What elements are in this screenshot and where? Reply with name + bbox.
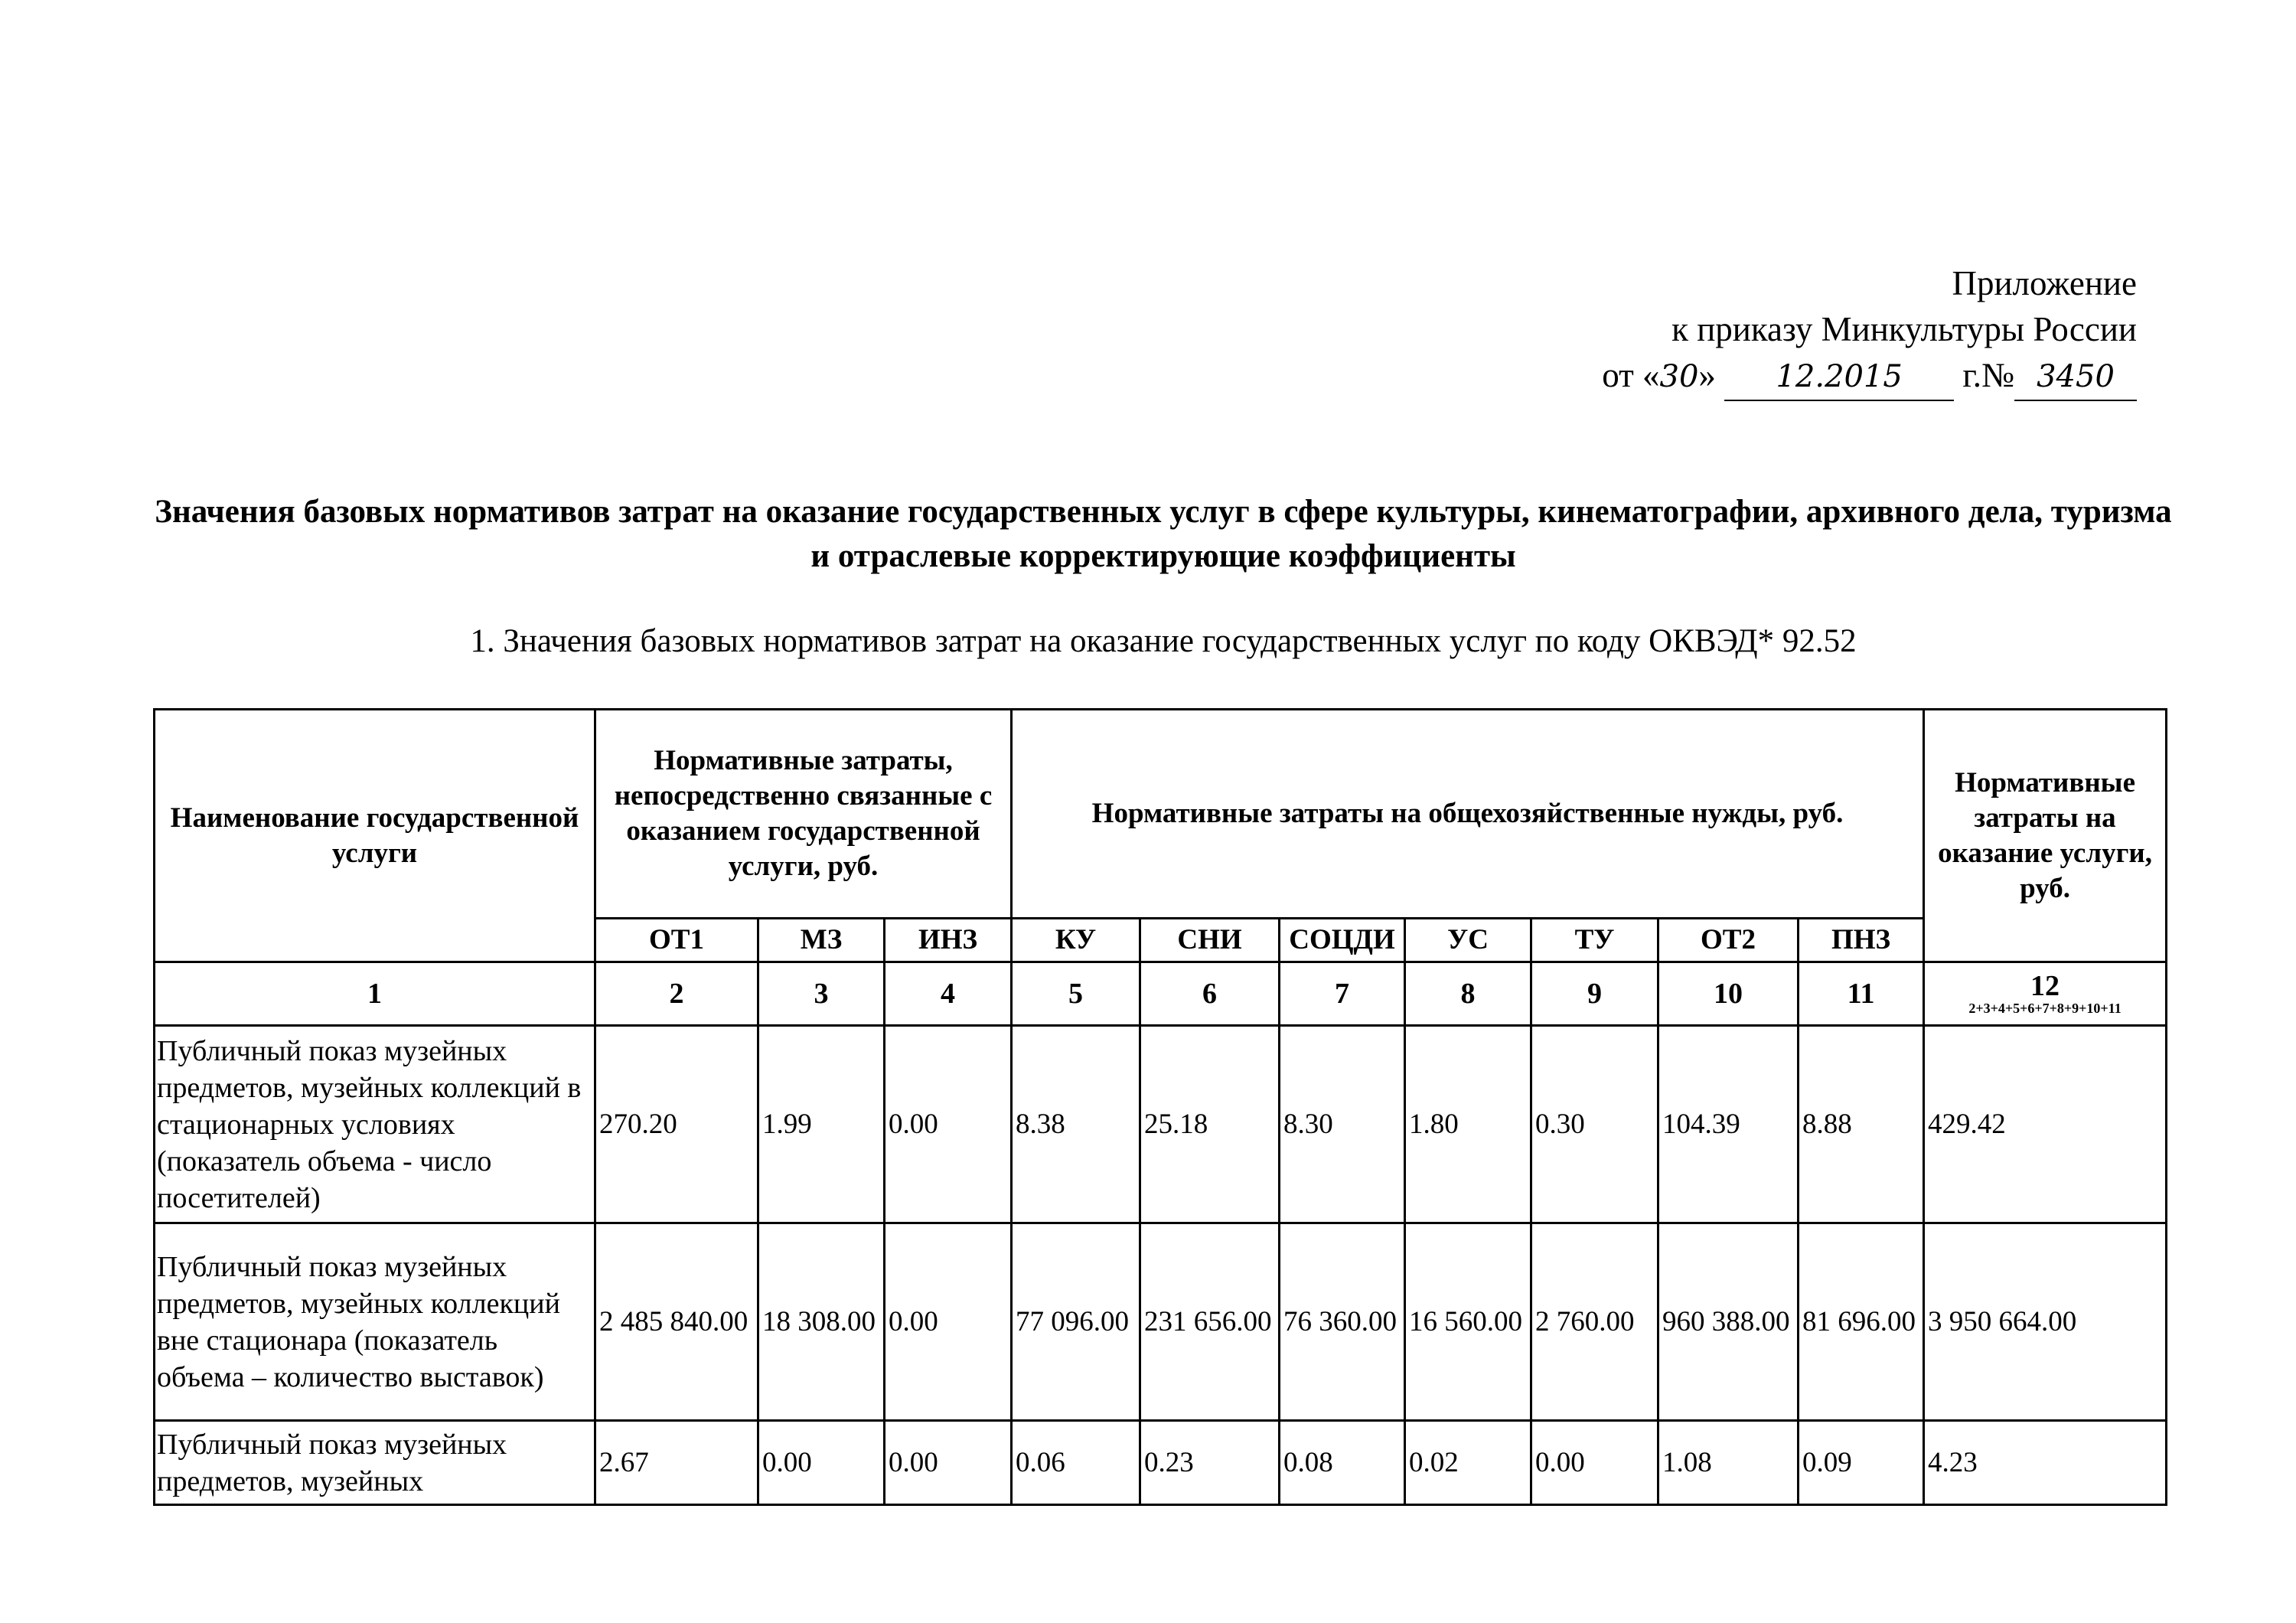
table-row (155, 1026, 2167, 1223)
column-number: 10 (1658, 962, 1799, 1026)
value-cell: 16 560.00 (1405, 1223, 1531, 1421)
table-row (155, 1223, 2167, 1421)
date-mid: » (1698, 356, 1716, 394)
column-number: 5 (1012, 962, 1140, 1026)
header-direct-costs: Нормативные затраты, непосредственно связанные с оказанием государственной услуги, руб. (595, 710, 1012, 919)
value-cell: 2.67 (595, 1421, 758, 1505)
header-inz: ИНЗ (885, 919, 1012, 962)
header-pnz: ПНЗ (1799, 919, 1924, 962)
total-value-cell: 429.42 (1924, 1026, 2167, 1223)
column-number: 6 (1140, 962, 1280, 1026)
value-cell: 960 388.00 (1658, 1223, 1799, 1421)
header-ot2: ОТ2 (1658, 919, 1799, 962)
header-mz: МЗ (758, 919, 885, 962)
section-subtitle: 1. Значения базовых нормативов затрат на оказание государственных услуг по коду ОКВЭД* 92.52 (470, 623, 1857, 659)
total-formula: 2+3+4+5+6+7+8+9+10+11 (1968, 1001, 2122, 1016)
document-title: Значения базовых нормативов затрат на оказание государственных услуг в сфере культуры, кинематографии, архивного дела, туризма и отраслевые корректирующие коэффициенты (155, 494, 2172, 574)
column-number-total (1924, 962, 2167, 1026)
value-cell: 25.18 (1140, 1026, 1280, 1223)
value-cell: 231 656.00 (1140, 1223, 1280, 1421)
value-cell: 76 360.00 (1280, 1223, 1405, 1421)
header-general-costs: Нормативные затраты на общехозяйственные нужды, руб. (1012, 710, 1924, 919)
value-cell: 81 696.00 (1799, 1223, 1924, 1421)
value-cell: 1.08 (1658, 1421, 1799, 1505)
value-cell: 0.02 (1405, 1421, 1531, 1505)
header-ot1: ОТ1 (595, 919, 758, 962)
handwritten-month-year-field (1724, 352, 1954, 401)
header-tu: ТУ (1531, 919, 1658, 962)
value-cell: 1.80 (1405, 1026, 1531, 1223)
column-number: 12 (2030, 970, 2060, 1002)
header-us: УС (1405, 919, 1531, 962)
column-number: 3 (758, 962, 885, 1026)
service-name-cell: Публичный показ музейных предметов, музейных коллекций вне стационара (показатель объема – количество выставок) (155, 1223, 595, 1421)
value-cell: 0.06 (1012, 1421, 1140, 1505)
value-cell: 0.09 (1799, 1421, 1924, 1505)
column-number: 1 (155, 962, 595, 1026)
value-cell: 0.00 (885, 1026, 1012, 1223)
header-ku: КУ (1012, 919, 1140, 962)
value-cell: 0.30 (1531, 1026, 1658, 1223)
value-cell: 2 760.00 (1531, 1223, 1658, 1421)
header-total-costs: Нормативные затраты на оказание услуги, руб. (1924, 710, 2167, 962)
handwritten-day: 30 (1659, 359, 1699, 394)
header-service-name: Наименование государственной услуги (155, 710, 595, 962)
column-number: 9 (1531, 962, 1658, 1026)
table-row (155, 1421, 2167, 1505)
column-number: 7 (1280, 962, 1405, 1026)
value-cell: 104.39 (1658, 1026, 1799, 1223)
service-name-cell: Публичный показ музейных предметов, музейных коллекций в стационарных условиях (показатель объема - число посетителей) (155, 1026, 595, 1223)
service-name-cell: Публичный показ музейных предметов, музейных (155, 1421, 595, 1505)
value-cell: 0.00 (885, 1421, 1012, 1505)
column-number: 2 (595, 962, 758, 1026)
value-cell: 8.30 (1280, 1026, 1405, 1223)
column-number: 4 (885, 962, 1012, 1026)
date-prefix: от « (1602, 356, 1660, 394)
handwritten-order-number: 3450 (2037, 359, 2115, 394)
norms-table (153, 708, 2167, 1506)
value-cell: 8.38 (1012, 1026, 1140, 1223)
value-cell: 18 308.00 (758, 1223, 885, 1421)
value-cell: 2 485 840.00 (595, 1223, 758, 1421)
appendix-order-ref: к приказу Минкультуры России (1671, 310, 2137, 348)
handwritten-month-year: 12.2015 (1776, 359, 1903, 394)
appendix-block (1602, 260, 2137, 401)
total-value-cell: 3 950 664.00 (1924, 1223, 2167, 1421)
handwritten-order-number-field (2014, 352, 2137, 401)
header-socdi: СОЦДИ (1280, 919, 1405, 962)
value-cell: 8.88 (1799, 1026, 1924, 1223)
value-cell: 0.00 (885, 1223, 1012, 1421)
appendix-date-line (1602, 352, 2137, 401)
value-cell: 0.08 (1280, 1421, 1405, 1505)
column-number: 8 (1405, 962, 1531, 1026)
header-row-main (155, 710, 2167, 919)
order-number-prefix: г.№ (1962, 356, 2014, 394)
value-cell: 0.23 (1140, 1421, 1280, 1505)
appendix-label: Приложение (1952, 264, 2137, 302)
value-cell: 77 096.00 (1012, 1223, 1140, 1421)
value-cell: 270.20 (595, 1026, 758, 1223)
header-sni: СНИ (1140, 919, 1280, 962)
value-cell: 1.99 (758, 1026, 885, 1223)
column-numbers-row (155, 962, 2167, 1026)
column-number: 11 (1799, 962, 1924, 1026)
value-cell: 0.00 (758, 1421, 885, 1505)
value-cell: 0.00 (1531, 1421, 1658, 1505)
total-value-cell: 4.23 (1924, 1421, 2167, 1505)
